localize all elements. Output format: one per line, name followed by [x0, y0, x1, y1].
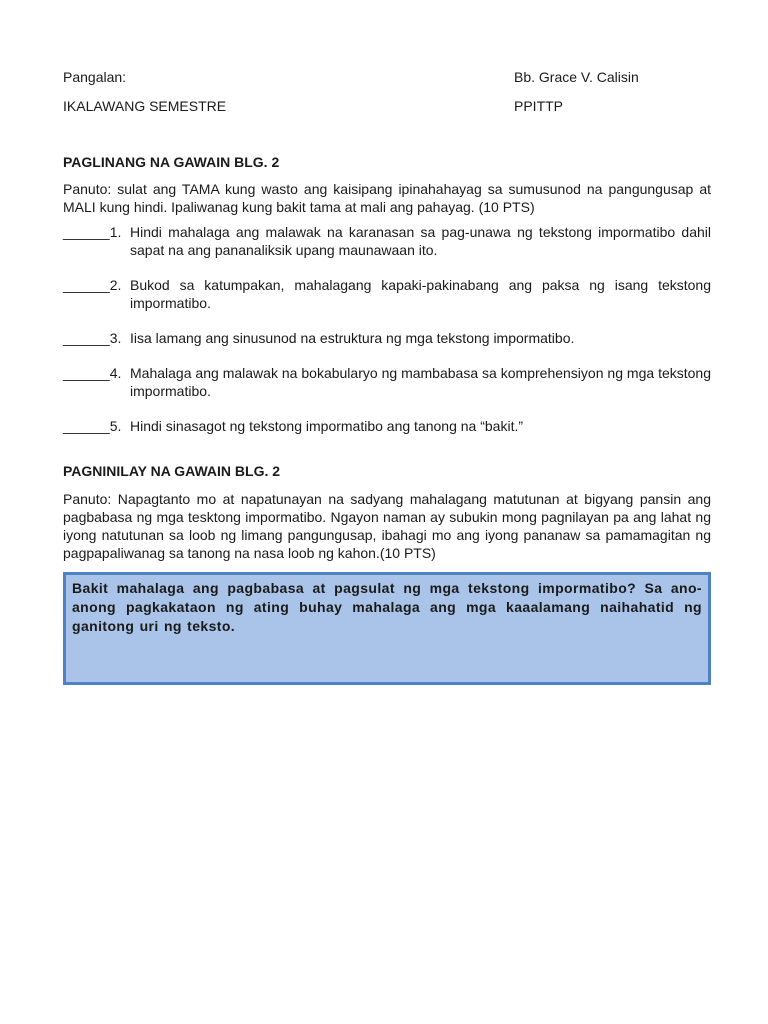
- section1-title: PAGLINANG NA GAWAIN BLG. 2: [63, 154, 280, 170]
- item-number-blank[interactable]: ______5.: [63, 418, 122, 434]
- item-text: Hindi mahalaga ang malawak na karanasan sa pag-unawa ng tekstong impormatibo dahil sapat na ang pananaliksik upang maunawaan ito.: [130, 224, 711, 258]
- header-row-2: [63, 97, 711, 119]
- item-number-blank[interactable]: ______4.: [63, 365, 122, 381]
- name-label: Pangalan:: [63, 69, 127, 85]
- list-item: [63, 417, 711, 435]
- item-number-blank[interactable]: ______2.: [63, 277, 122, 293]
- item-text: Iisa lamang ang sinusunod na estruktura ng mga tekstong impormatibo.: [130, 330, 575, 346]
- item-number-blank[interactable]: ______3.: [63, 330, 122, 346]
- item-text: Bukod sa katumpakan, mahalagang kapaki-pakinabang ang paksa ng isang tekstong impormatibo.: [130, 277, 711, 311]
- worksheet-page: [63, 68, 711, 685]
- list-item: [63, 276, 711, 312]
- section1-instructions: Panuto: sulat ang TAMA kung wasto ang kaisipang ipinahahayag sa sumusunod na pangungusap at MALI kung hindi. Ipaliwanag kung bakit tama at mali ang pahayag. (10 PTS): [63, 181, 711, 215]
- section2-title: PAGNINILAY NA GAWAIN BLG. 2: [63, 463, 281, 479]
- course-code: PPITTP: [514, 98, 564, 114]
- list-item: [63, 329, 711, 347]
- item-text: Hindi sinasagot ng tekstong impormatibo ang tanong na “bakit.”: [130, 418, 524, 434]
- reflection-question-box[interactable]: [63, 572, 711, 685]
- list-item: [63, 223, 711, 259]
- teacher-name: Bb. Grace V. Calisin: [514, 69, 639, 85]
- section2-instructions: Panuto: Napagtanto mo at napatunayan na sadyang mahalagang matutunan at bigyang pansin ang pagbabasa ng mga tesktong impormatibo. Ngayon naman ay subukin mong pagnilayan pa ang lahat ng iyong natutunan sa loob ng limang pangungusap, ibahagi mo ang iyong pananaw sa pamamagitan ng pagpapaliwanag sa tanong na nasa loob ng kahon.(10 PTS): [63, 491, 711, 561]
- semester-label: IKALAWANG SEMESTRE: [63, 98, 227, 114]
- item-text: Mahalaga ang malawak na bokabularyo ng mambabasa sa komprehensiyon ng mga tekstong impormatibo.: [130, 365, 711, 399]
- true-false-list: [63, 223, 711, 435]
- item-number-blank[interactable]: ______1.: [63, 224, 122, 240]
- header-row-1: [63, 68, 711, 90]
- reflection-question: Bakit mahalaga ang pagbabasa at pagsulat ng mga tekstong impormatibo? Sa ano-anong pagkakataon ng ating buhay mahalaga ang mga kaaalamang naihahatid ng ganitong uri ng teksto.: [72, 580, 702, 634]
- list-item: [63, 364, 711, 400]
